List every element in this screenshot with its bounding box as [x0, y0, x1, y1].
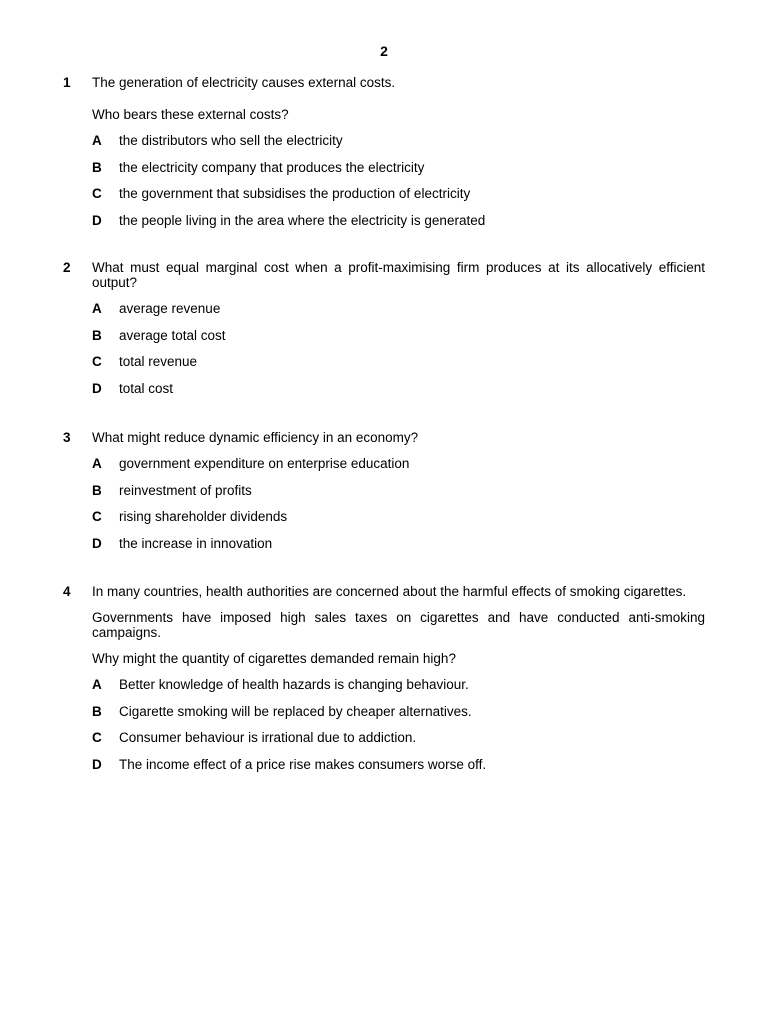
option-a — [92, 301, 705, 316]
option-letter: B — [92, 482, 102, 498]
option-list — [92, 133, 705, 228]
option-letter: C — [92, 509, 102, 524]
option-letter: D — [92, 380, 102, 396]
question-4 — [63, 584, 705, 783]
question-3 — [63, 430, 705, 562]
option-text: reinvestment of profits — [119, 482, 252, 498]
page-number: 2 — [380, 43, 388, 59]
option-text: Better knowledge of health hazards is changing behaviour. — [119, 677, 469, 692]
option-letter: D — [92, 756, 102, 772]
option-text: the electricity company that produces the electricity — [119, 159, 425, 175]
option-text: the distributors who sell the electricity — [119, 133, 343, 148]
option-letter: D — [92, 212, 102, 228]
question-prompt: What might reduce dynamic efficiency in an economy? — [92, 430, 419, 445]
option-b — [92, 160, 705, 175]
option-text: average total cost — [119, 327, 226, 343]
option-letter: A — [92, 301, 102, 316]
option-text: average revenue — [119, 301, 221, 316]
question-number: 4 — [63, 584, 71, 599]
option-letter: B — [92, 703, 102, 719]
question-number: 3 — [63, 430, 71, 445]
question-body — [92, 260, 705, 396]
option-text: Consumer behaviour is irrational due to addiction. — [119, 730, 417, 745]
option-text: the people living in the area where the electricity is generated — [119, 212, 486, 228]
option-list — [92, 456, 705, 551]
question-number: 1 — [63, 75, 71, 90]
option-text: government expenditure on enterprise education — [119, 456, 410, 471]
option-d — [92, 213, 705, 228]
option-c — [92, 509, 705, 524]
option-a — [92, 456, 705, 471]
option-letter: A — [92, 133, 102, 148]
question-body — [92, 75, 705, 228]
question-body — [92, 430, 705, 551]
option-letter: A — [92, 456, 102, 471]
option-d — [92, 757, 705, 772]
option-text: the increase in innovation — [119, 535, 273, 551]
option-b — [92, 483, 705, 498]
option-b — [92, 704, 705, 719]
question-2 — [63, 260, 705, 407]
option-text: the government that subsidises the production of electricity — [119, 186, 471, 201]
option-list — [92, 301, 705, 396]
option-c — [92, 186, 705, 201]
option-text: The income effect of a price rise makes consumers worse off. — [119, 756, 487, 772]
option-text: rising shareholder dividends — [119, 509, 288, 524]
question-stem: In many countries, health authorities are concerned about the harmful effects of smoking cigarettes. — [92, 584, 687, 599]
option-letter: C — [92, 730, 102, 745]
option-text: total cost — [119, 380, 174, 396]
option-letter: B — [92, 159, 102, 175]
option-letter: C — [92, 186, 102, 201]
question-body — [92, 584, 705, 772]
question-stem: The generation of electricity causes external costs. — [92, 75, 396, 90]
option-a — [92, 677, 705, 692]
option-b — [92, 328, 705, 343]
option-text: total revenue — [119, 354, 198, 369]
option-a — [92, 133, 705, 148]
option-text: Cigarette smoking will be replaced by cheaper alternatives. — [119, 703, 472, 719]
question-prompt: What must equal marginal cost when a profit-maximising firm produces at its allocatively efficient output? — [92, 260, 705, 290]
question-number: 2 — [63, 260, 71, 275]
option-letter: C — [92, 354, 102, 369]
option-letter: D — [92, 535, 102, 551]
question-stem: Governments have imposed high sales taxes on cigarettes and have conducted anti-smoking campaigns. — [92, 610, 705, 640]
option-c — [92, 354, 705, 369]
question-prompt: Who bears these external costs? — [92, 107, 289, 122]
option-list — [92, 677, 705, 772]
option-letter: B — [92, 327, 102, 343]
question-1 — [63, 75, 705, 239]
option-d — [92, 536, 705, 551]
option-letter: A — [92, 677, 102, 692]
question-prompt: Why might the quantity of cigarettes demanded remain high? — [92, 651, 456, 666]
option-d — [92, 381, 705, 396]
option-c — [92, 730, 705, 745]
